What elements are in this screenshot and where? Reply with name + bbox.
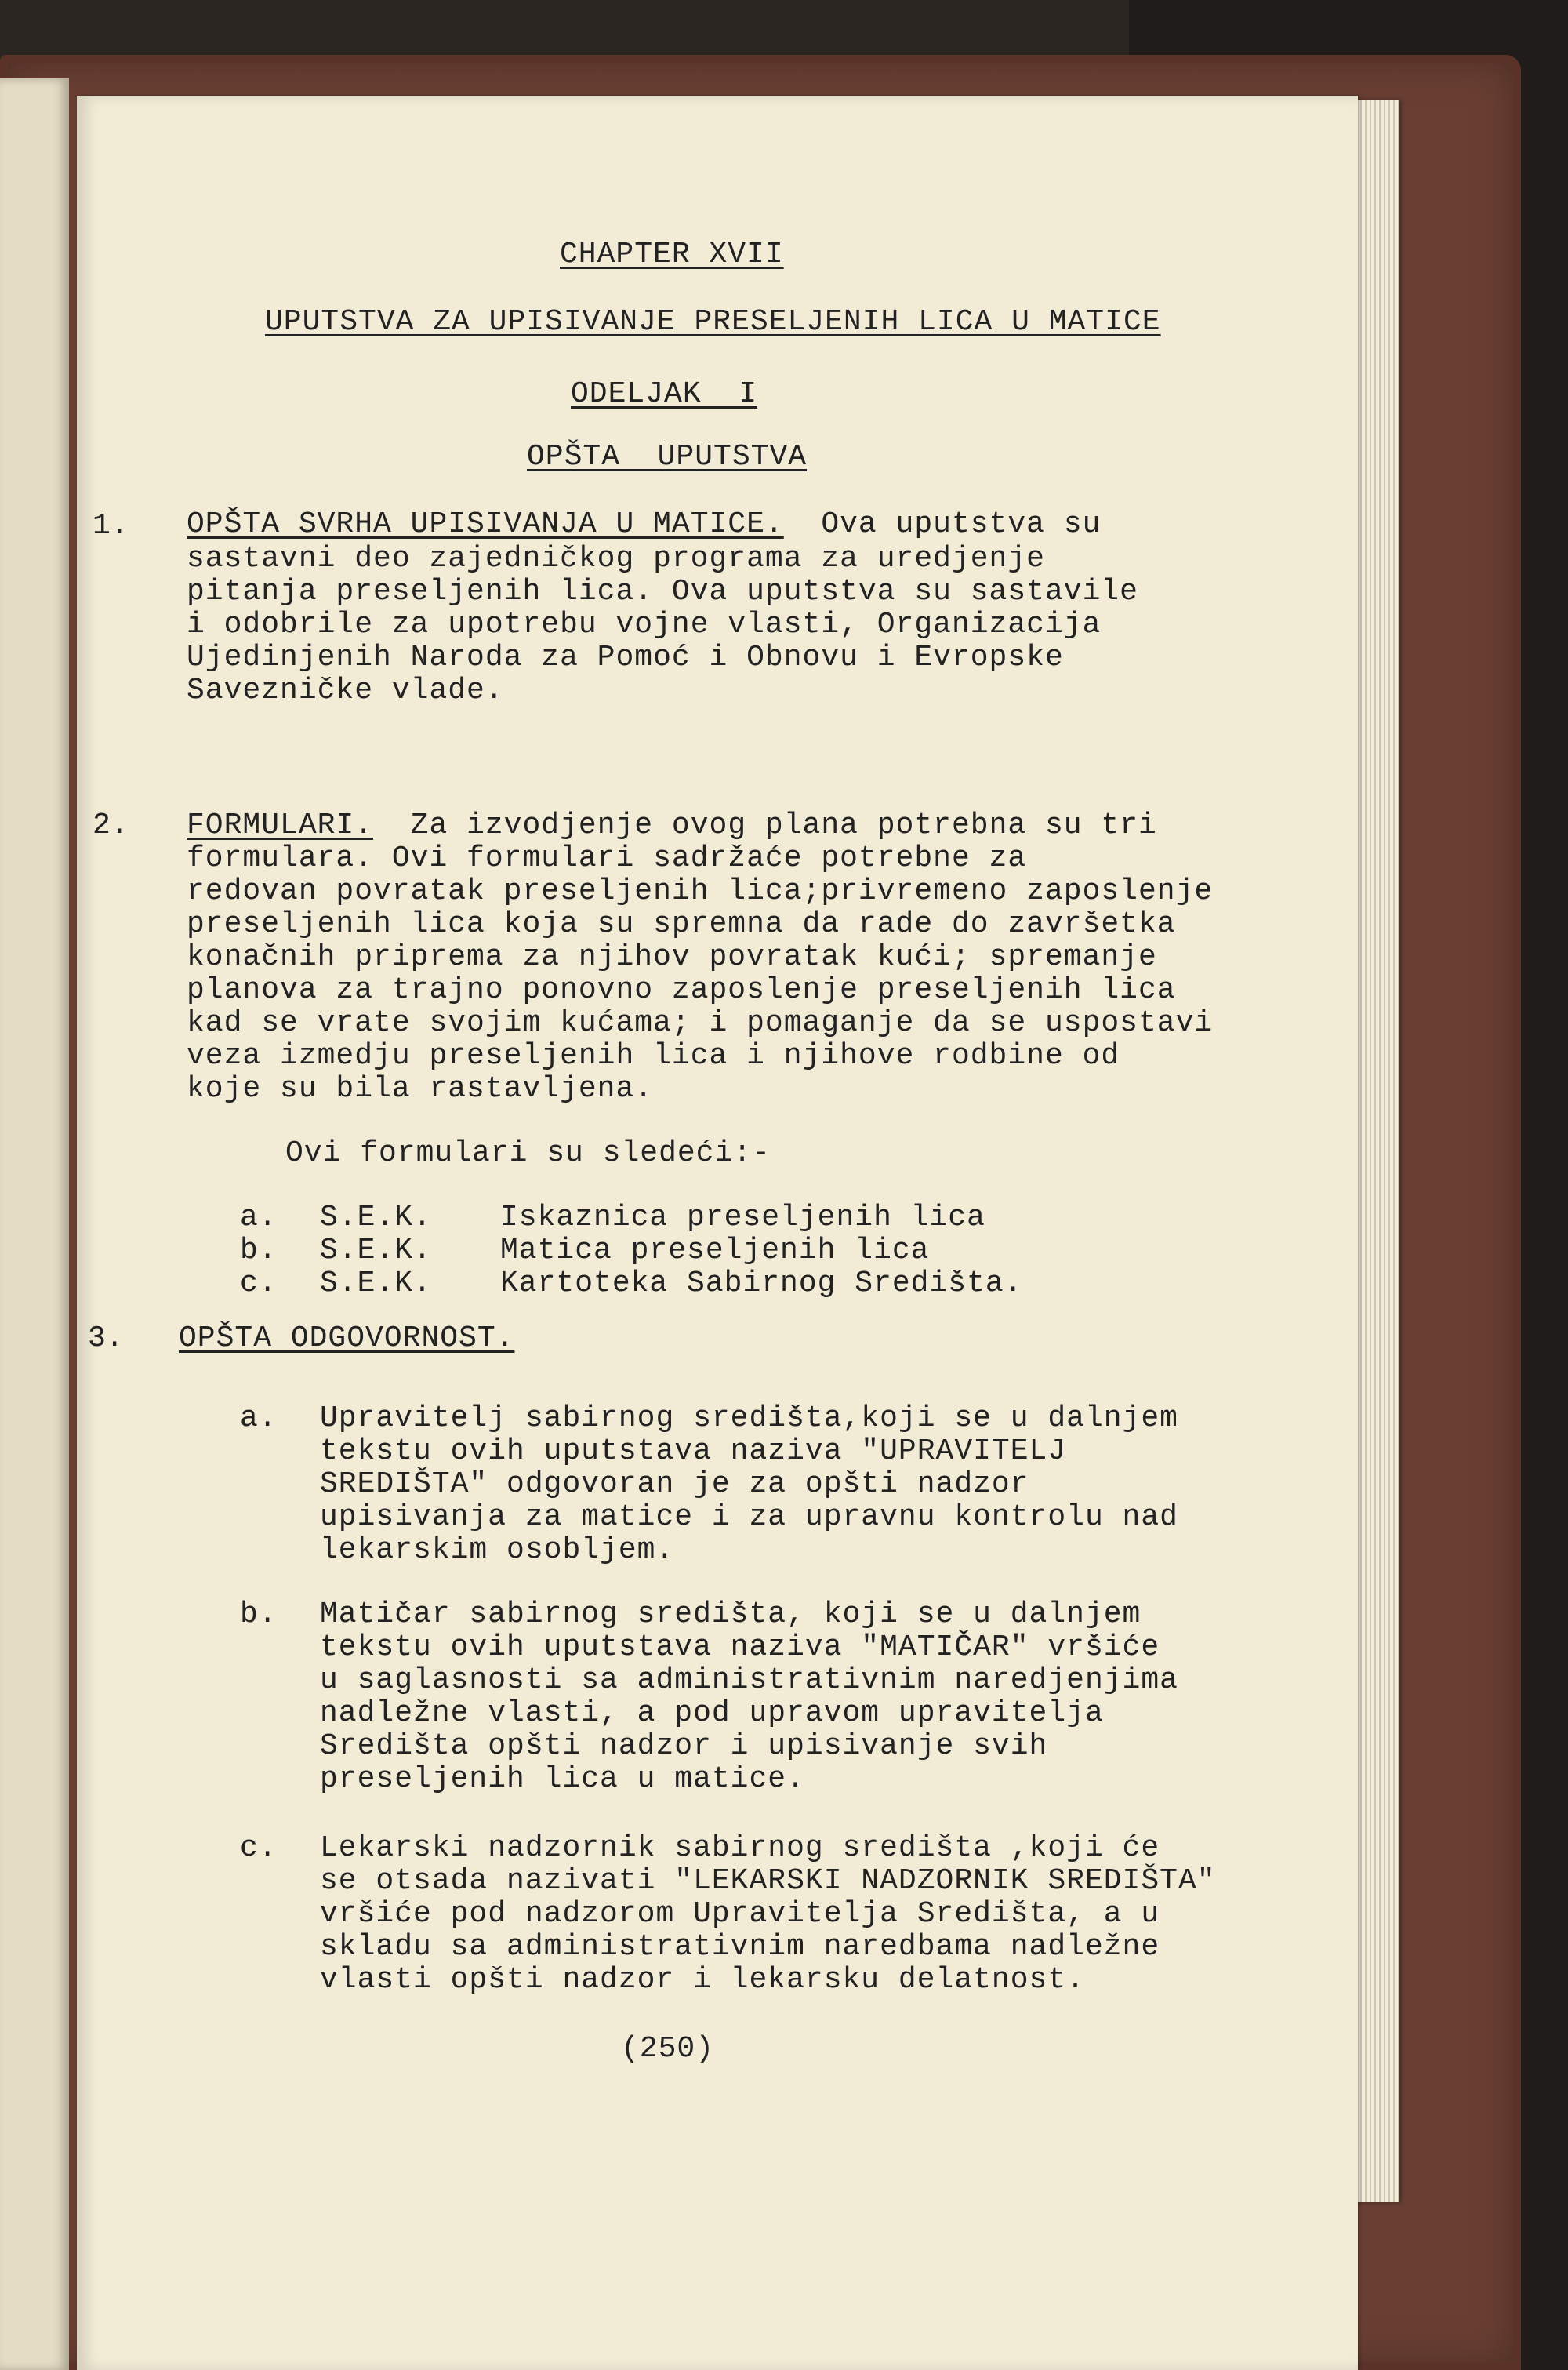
item-2-line: planova za trajno ponovno zaposlenje preseljenih lica (187, 973, 1176, 1007)
item-1-line: Ujedinjenih Naroda za Pomoć i Obnovu i Evropske (187, 641, 1064, 674)
item-2-number: 2. (93, 809, 129, 842)
sub-letter: c. (240, 1831, 278, 1865)
page-stack-edges (1352, 100, 1399, 2202)
sub-line: preseljenih lica u matice. (320, 1762, 805, 1796)
item-1-line: sastavni deo zajedničkog programa za uredjenje (187, 542, 1045, 576)
item-2-line: konačnih priprema za njihov povratak kući; spremanje (187, 940, 1157, 974)
item-2-line: redovan povratak preseljenih lica;privremeno zaposlenje (187, 874, 1214, 908)
item-1-heading: OPŠTA SVRHA UPISIVANJA U MATICE. (187, 507, 784, 541)
item-2-line: veza izmedju preseljenih lica i njihove rodbine od (187, 1039, 1120, 1073)
sub-line: vršiće pod nadzorom Upravitelja Središta, a u (320, 1897, 1160, 1931)
sub-line: Središta opšti nadzor i upisivanje svih (320, 1729, 1048, 1763)
sub-line: se otsada nazivati "LEKARSKI NADZORNIK SREDIŠTA" (320, 1864, 1216, 1898)
document-page (77, 96, 1358, 2370)
page-number: (250) (621, 2032, 715, 2066)
item-1-line: pitanja preseljenih lica. Ova uputstva su sastavile (187, 575, 1138, 609)
form-letter: c. (240, 1267, 278, 1300)
item-1-line: i odobrile za upotrebu vojne vlasti, Organizacija (187, 608, 1102, 642)
form-letter: a. (240, 1201, 278, 1234)
item-2-line: preseljenih lica koja su spremna da rade do završetka (187, 907, 1176, 941)
sub-line: Lekarski nadzornik sabirnog središta ,koji će (320, 1831, 1160, 1865)
sub-line: tekstu ovih uputstava naziva "UPRAVITELJ (320, 1434, 1067, 1468)
item-1-first-line (187, 508, 1101, 541)
sub-line: lekarskim osobljem. (320, 1533, 675, 1567)
form-code: S.E.K. (320, 1234, 432, 1267)
item-3-heading: OPŠTA ODGOVORNOST. (179, 1321, 515, 1355)
item-1-number: 1. (93, 509, 129, 543)
item-2-line: kad se vrate svojim kućama; i pomaganje da se uspostavi (187, 1006, 1214, 1040)
left-page-edge (0, 78, 69, 2370)
sub-letter: a. (240, 1401, 278, 1435)
form-name: Kartoteka Sabirnog Središta. (500, 1267, 1023, 1300)
item-1-first-line-rest: Ova uputstva su (821, 507, 1102, 541)
form-name: Matica preseljenih lica (500, 1234, 930, 1267)
form-name: Iskaznica preseljenih lica (500, 1201, 985, 1234)
sub-line: Upravitelj sabirnog središta,koji se u dalnjem (320, 1401, 1178, 1435)
forms-intro: Ovi formulari su sledeći:- (285, 1136, 771, 1170)
form-code: S.E.K. (320, 1201, 432, 1234)
subsection-heading: OPŠTA UPUTSTVA (527, 440, 808, 474)
document-title: UPUTSTVA ZA UPISIVANJE PRESELJENIH LICA U MATICE (265, 305, 1161, 339)
sub-line: upisivanja za matice i za upravnu kontrolu nad (320, 1500, 1178, 1534)
chapter-heading: CHAPTER XVII (560, 238, 784, 271)
item-2-line: koje su bila rastavljena. (187, 1072, 654, 1106)
sub-letter: b. (240, 1598, 278, 1631)
sub-line: tekstu ovih uputstava naziva "MATIČAR" vršiće (320, 1630, 1160, 1664)
item-1-line: Savezničke vlade. (187, 674, 504, 707)
form-code: S.E.K. (320, 1267, 432, 1300)
sub-line: SREDIŠTA" odgovoran je za opšti nadzor (320, 1467, 1029, 1501)
sub-line: Matičar sabirnog središta, koji se u dalnjem (320, 1598, 1142, 1631)
item-2-first-line-rest: Za izvodjenje ovog plana potrebna su tri (410, 809, 1157, 842)
item-2-line: formulara. Ovi formulari sadržaće potrebne za (187, 841, 1027, 875)
sub-line: nadležne vlasti, a pod upravom upravitelja (320, 1696, 1104, 1730)
section-heading: ODELJAK I (571, 377, 758, 411)
sub-line: vlasti opšti nadzor i lekarsku delatnost. (320, 1963, 1085, 1997)
item-3-number: 3. (88, 1321, 124, 1355)
form-letter: b. (240, 1234, 278, 1267)
sub-line: u saglasnosti sa administrativnim naredjenjima (320, 1663, 1178, 1697)
sub-line: skladu sa administrativnim naredbama nadležne (320, 1930, 1160, 1964)
item-2-heading: FORMULARI. (187, 809, 374, 842)
item-2-first-line (187, 809, 1157, 842)
